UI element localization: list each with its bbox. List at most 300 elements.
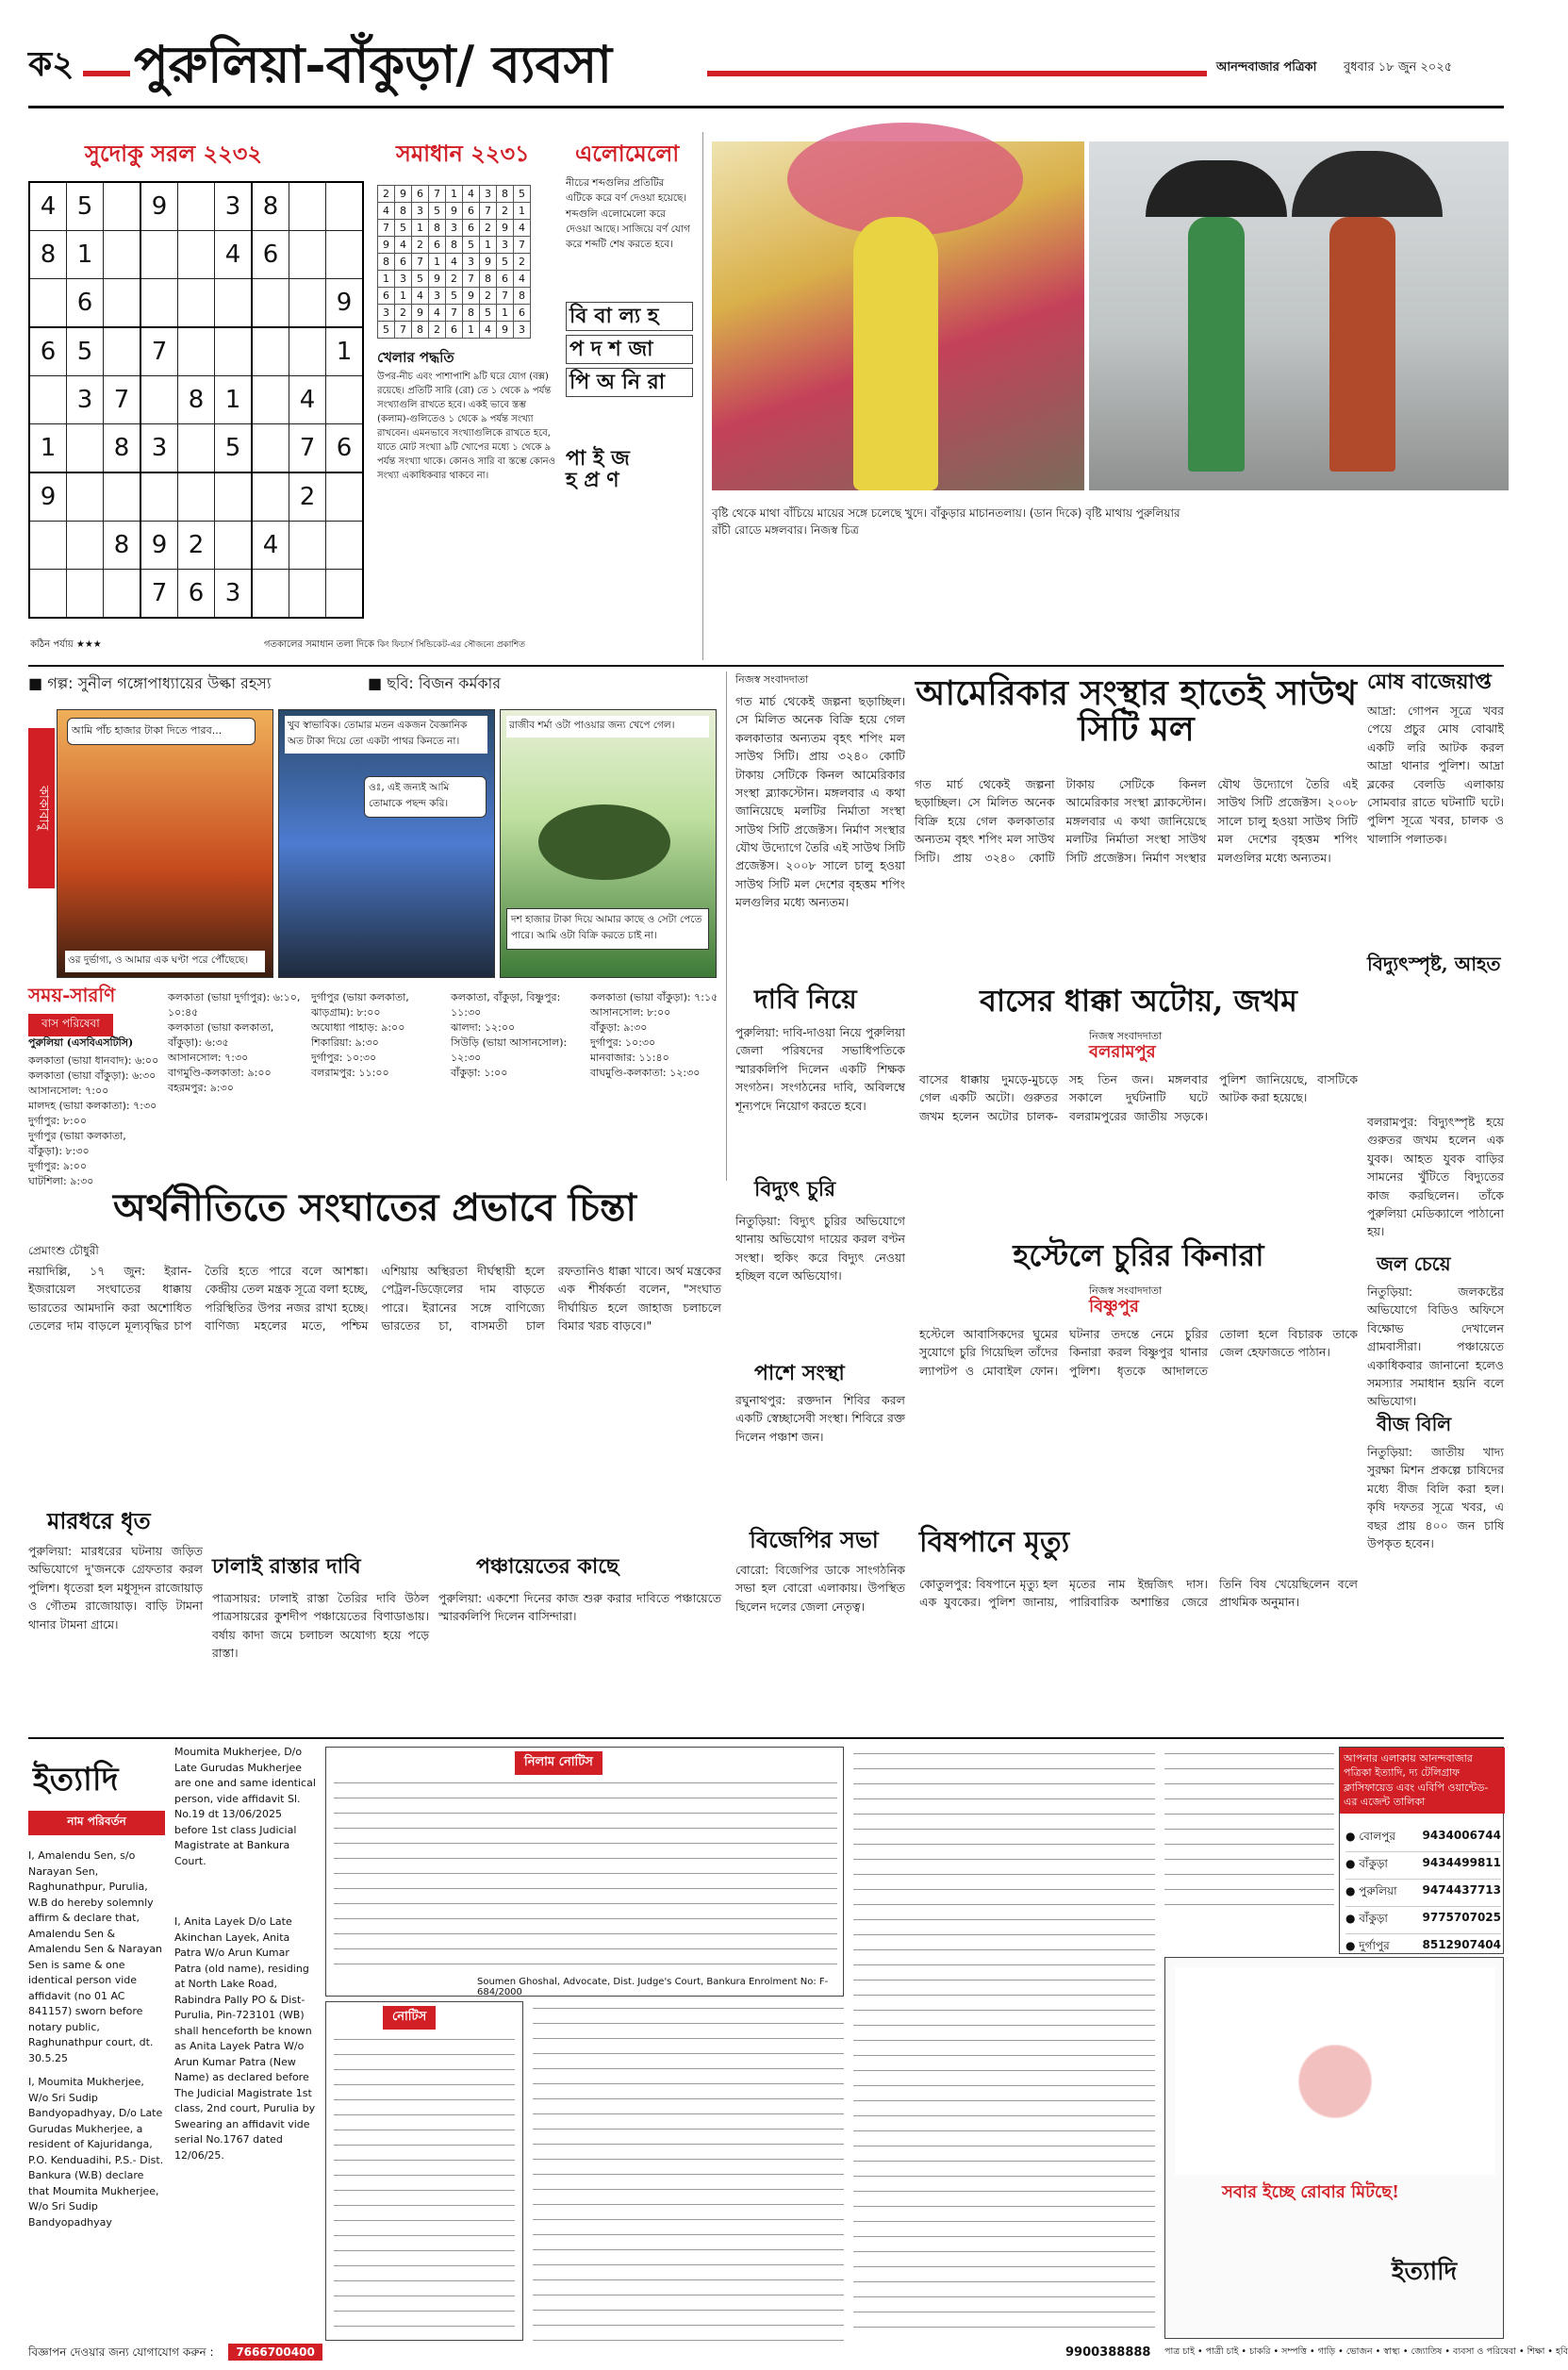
news-road [212, 1509, 429, 1726]
umbrella-1 [1146, 160, 1287, 217]
solution-cell: 6 [429, 237, 446, 254]
sudoku-cell[interactable]: 3 [215, 182, 253, 231]
section-title: পুরুলিয়া-বাঁকুড়া/ ব্যবসা [134, 34, 612, 94]
side-headline: পাশে সংস্থা [754, 1361, 845, 1385]
ad-tagline: সবার ইচ্ছে রোবার মিটছে! [1222, 2182, 1400, 2202]
sudoku-cell[interactable] [289, 182, 326, 231]
solution-cell: 7 [497, 288, 514, 305]
solution-cell: 4 [463, 186, 480, 203]
seed-body: নিতুড়িয়া: জাতীয় খাদ্য সুরক্ষা মিশন প্রকল্পে চাষিদের মধ্যে বীজ বিলি করা হল। কৃষি দফতর সূত্রে খবর, এ বছর প্রায় ৪০০ জন চাষি উপকৃত হবেন। [1367, 1445, 1504, 1550]
sudoku-cell[interactable]: 9 [140, 182, 178, 231]
solution-cell: 9 [446, 203, 463, 220]
solution-cell: 8 [395, 203, 412, 220]
solution-cell: 1 [429, 254, 446, 271]
sudoku-cell[interactable] [67, 570, 104, 619]
elomelo-words [566, 302, 693, 397]
notice-text-lines [334, 2032, 515, 2332]
nilam-notice [325, 1747, 844, 1997]
solution-cell: 8 [497, 186, 514, 203]
solution-cell: 2 [480, 220, 497, 237]
agent-phone[interactable]: 9474437713 [1422, 1883, 1501, 1897]
solution-cell: 5 [446, 288, 463, 305]
classified-notice-4: I, Anita Layek D/o Late Akinchan Layek, Anita Patra W/o Arun Kumar Patra (old name), residing at North Lake Road, Rabindra Pally PO & Dist-Purulia, Pin-723101 (WB) shall henceforth be known as Anita Layek Patra W/o Arun Kumar Patra (New Name) as declared before The Judicial Magistrate 1st class, 2nd court, Purulia by Swearing an affidavit vide serial No.1767 dated 12/06/25. [174, 1915, 316, 2162]
solution-cell: 9 [378, 237, 395, 254]
solution-cell: 9 [395, 186, 412, 203]
electro-headline: বিদ্যুৎস্পৃষ্ট, আহত [1367, 953, 1501, 975]
umbrella-2 [1292, 151, 1443, 217]
agent-phone[interactable]: 9775707025 [1422, 1911, 1501, 1924]
sudoku-cell[interactable]: 6 [252, 231, 289, 279]
solution-cell: 3 [378, 305, 395, 322]
schedule-sub: বাস পরিষেবা [28, 1014, 113, 1036]
economy-byline: প্রেমাংশু চৌধুরী [28, 1244, 99, 1257]
agent-row [1345, 1852, 1501, 1880]
sudoku-cell[interactable] [67, 424, 104, 473]
ad-footer: পাত্র চাই • পাত্রী চাই • চাকরি • সম্পত্তি • গাড়ি • ভোজন • স্বাস্থ্য • জ্যোতিষ • ব্যবসা ও পরিষেবা • শিক্ষা • হবি [1164, 2346, 1568, 2357]
sudoku-cell[interactable] [252, 279, 289, 328]
agent-list [1339, 1747, 1504, 1954]
agent-place: ● বোলপুর [1345, 1830, 1396, 1843]
solution-cell: 4 [412, 288, 429, 305]
classified-notice-2: I, Moumita Mukherjee, W/o Sri Sudip Bandyopadhyay, D/o Late Gurudas Mukherjee, a resident of Kajuridanga, P.O. Kenduadihi, P.S.- Dist. Bankura (W.B) declare that Moumita Mukherjee, W/o Sri Sudip Bandyopadhyay [28, 2076, 164, 2229]
solution-cell: 9 [497, 322, 514, 339]
ad-brand: ইত্যাদি [1392, 2258, 1458, 2286]
news-poison [919, 1528, 1358, 1731]
economy-headline: অর্থনীতিতে সংঘাতের প্রভাবে চিন্তা [112, 1185, 636, 1230]
panchayat-headline: পঞ্চায়েতের কাছে [476, 1554, 619, 1579]
sudoku-grid[interactable] [28, 181, 364, 619]
sudoku-cell[interactable] [326, 472, 364, 522]
sudoku-cell[interactable] [104, 279, 141, 328]
south-city-body-1: গত মার্চ থেকেই জল্পনা ছড়াচ্ছিল। সে মিলিত অনেক বিক্রি হয়ে গেল কলকাতার অন্যতম বৃহৎ শপিং মল সাউথ সিটি। প্রায় ৩২৪০ কোটি টাকায় সেটিকে কিনল আমেরিকার সংস্থা ব্ল্যাকস্টোন। মঙ্গলবার এ কথা জানিয়েছে মলটির নির্মাতা সংস্থা সাউথ সিটি প্রজেক্টস। নির্মাণ সংস্থার যৌথ উদ্যোগে তৈরি এই সাউথ সিটি প্রজেক্টস। ২০০৮ সালে চালু হওয়া সাউথ সিটি মল দেশের বৃহত্তম শপিং মলগুলির মধ্যে অন্যতম। [735, 694, 905, 910]
contact-bar [28, 2344, 849, 2364]
elomelo-answers [566, 448, 693, 491]
sudoku-cell[interactable]: 7 [140, 327, 178, 376]
rules-title: খেলার পদ্ধতি [377, 349, 454, 366]
solution-cell: 6 [463, 203, 480, 220]
solution-cell: 8 [480, 271, 497, 288]
comic-panel-2 [278, 709, 495, 978]
figure-1 [1188, 217, 1245, 472]
solution-cell: 2 [378, 186, 395, 203]
sudoku-cell[interactable] [326, 376, 364, 424]
masthead-bottom-rule [28, 106, 1504, 108]
sudoku-cell[interactable] [67, 522, 104, 570]
agent-row [1345, 1907, 1501, 1934]
schedule-col-5: কলকাতা (ভায়া বাঁকুড়া): ৭:১৫ আসানসোল: ৮:০০ বাঁকুড়া: ৯:৩০ দুর্গাপুর: ১০:৩০ মানবাজার: ১১:৪০ বাঘমুণ্ডি-কলকাতা: ১২:৩০ [590, 991, 718, 1079]
comic-story-credit: ■ গল্প: সুনীল গঙ্গোপাধ্যায়ের উল্কা রহস্য [28, 674, 272, 692]
sudoku-cell[interactable] [326, 182, 364, 231]
sudoku-cell[interactable] [140, 279, 178, 328]
elomelo-text: নীচের শব্দগুলির প্রতিটির এটিকে করে বর্ণ দেওয়া হয়েছে। শব্দগুলি এলোমেলো করে দেওয়া আছে। সাজিয়ে বর্ণ যোগ করে শব্দটি শেষ করতে হবে। [566, 177, 690, 251]
agent-phone[interactable]: 8512907404 [1422, 1938, 1501, 1951]
sudoku-cell[interactable]: 5 [67, 327, 104, 376]
classified-notice-1: I, Amalendu Sen, s/o Narayan Sen, Raghunathpur, Purulia, W.B do hereby solemnly affirm & declare that, Amalendu Sen & Amalendu Sen & Narayan Sen is same & one identical person vide affidavit (no 01 AC 841157) sworn before notary public, Raghunathpur court, dt. 30.5.25 [28, 1849, 162, 2064]
schedule-col-3: দুর্গাপুর (ভায়া কলকাতা, ঝাড়গ্রাম): ৮:০০ অযোধ্যা পাহাড়: ৯:০০ শিকারিয়া: ৯:৩০ দুর্গাপুর: ১০:৩০ বলরামপুর: ১১:০০ [311, 991, 409, 1079]
news-demand [735, 986, 905, 1518]
sudoku-cell[interactable]: 8 [104, 424, 141, 473]
sudoku-cell[interactable]: 8 [252, 182, 289, 231]
sudoku-cell[interactable]: 2 [289, 472, 326, 522]
sudoku-cell[interactable] [178, 327, 215, 376]
sudoku-cell[interactable] [104, 327, 141, 376]
nilam-sign: Soumen Ghoshal, Advocate, Dist. Judge's Court, Bankura Enrolment No: F-684/2000 [477, 1977, 829, 1997]
solution-cell: 7 [378, 220, 395, 237]
nilam-text-lines [334, 1776, 837, 1964]
sudoku-cell[interactable] [252, 472, 289, 522]
sudoku-cell[interactable]: 1 [326, 327, 364, 376]
beaten-body: পুরুলিয়া: মারধরের ঘটনায় জড়িত অভিযোগে দু'জনকে গ্রেফতার করল পুলিশ। ধৃতেরা হল মধুসূদন রাজোয়াড় ও গৌতম রাজোয়াড়। বাড়ি টামনা থানার টামনা গ্রামে। [28, 1544, 203, 1632]
economy-body: নয়াদিল্লি, ১৭ জুন: ইরান-ইজরায়েল সংঘাতের ধাক্কায় ভারতের আমদানি করা অশোধিত তেলের দাম বাড়লে মূল্যবৃদ্ধির চাপ তৈরি হতে পারে বলে আশঙ্কা। কেন্দ্রীয় তেল মন্ত্রক সূত্রে বলা হচ্ছে, পরিস্থিতির উপর নজর রাখা হচ্ছে। বাণিজ্য মহলের মতে, পশ্চিম এশিয়ায় অস্থিরতা দীর্ঘস্থায়ী হলে পেট্রল-ডিজ়েলের দাম বাড়তে পারে। ইরানের সঙ্গে বাণিজ্যে ভারতের চা, বাসমতী চাল রফতানিও ধাক্কা খাবে। অর্থ মন্ত্রকের এক শীর্ষকর্তা বলেন, "সংঘাত দীর্ঘায়িত হলে জাহাজ চলাচলে বিমার খরচ বাড়বে।" [28, 1264, 721, 1334]
panchayat-body: পুরুলিয়া: একশো দিনের কাজ শুরু করার দাবিতে পঞ্চায়েতে স্মারকলিপি দিলেন বাসিন্দারা। [438, 1591, 721, 1624]
water-headline: জল চেয়ে [1377, 1252, 1451, 1275]
solution-cell: 6 [497, 271, 514, 288]
notice-columns [533, 2001, 844, 2341]
sudoku-cell[interactable] [140, 376, 178, 424]
solution-cell: 1 [446, 186, 463, 203]
notice-title: নোটিস [383, 2006, 436, 2030]
solution-cell: 7 [446, 305, 463, 322]
sudoku-cell[interactable] [215, 472, 253, 522]
beaten-headline: মারধরে ধৃত [47, 1507, 151, 1534]
sudoku-cell[interactable]: 4 [252, 522, 289, 570]
sudoku-cell[interactable] [215, 522, 253, 570]
sudoku-cell[interactable] [252, 327, 289, 376]
masthead [28, 34, 1509, 104]
sudoku-cell[interactable] [104, 570, 141, 619]
sudoku-cell[interactable]: 3 [215, 570, 253, 619]
bus-body: বাসের ধাক্কায় দুমড়ে-মুচড়ে গেল একটি অটো। গুরুতর জখম হলেন অটোর চালক-সহ তিন জন। মঙ্গলবার সকালে দুর্ঘটনাটি ঘটে বলরামপুরের জাতীয় সড়কে। পুলিশ জানিয়েছে, বাসটিকে আটক করা হয়েছে। [919, 1072, 1358, 1123]
elomelo-answer-1: পা ই জ [566, 446, 630, 471]
agent-phone[interactable]: 9434499811 [1422, 1856, 1501, 1869]
photo-mother-child [712, 141, 1084, 490]
agent-title: আপনার এলাকায় আনন্দবাজার পত্রিকা ইত্যাদি, দ্য টেলিগ্রাফ ক্লাসিফায়েড এবং এবিপি ওয়ান্টেড-এর এজেন্ট তালিকা [1340, 1748, 1505, 1814]
sudoku-cell[interactable] [67, 472, 104, 522]
photo-caption: বৃষ্টি থেকে মাথা বাঁচিয়ে মায়ের সঙ্গে চলেছে খুদে। বাঁকুড়ার মাচানতলায়। (ডান দিকে) বৃষ্টি মাথায় পুরুলিয়ার রাঁচী রোডে মঙ্গলবার। নিজস্ব চিত্র [712, 506, 1180, 537]
comic-art-text: ছবি: বিজন কর্মকার [387, 674, 502, 692]
solution-cell: 5 [514, 186, 531, 203]
sudoku-cell[interactable]: 4 [29, 182, 67, 231]
sudoku-cell[interactable] [289, 570, 326, 619]
solution-cell: 7 [480, 203, 497, 220]
solution-cell: 1 [395, 288, 412, 305]
right-notice-lines [1164, 1747, 1334, 1912]
sudoku-cell[interactable] [289, 522, 326, 570]
sudoku-cell[interactable]: 7 [289, 424, 326, 473]
elomelo-title: এলোমেলো [575, 140, 680, 167]
sudoku-cell[interactable] [140, 231, 178, 279]
sudoku-cell[interactable] [289, 327, 326, 376]
schedule-from: পুরুলিয়া (এসবিএসটিসি) [28, 1036, 134, 1049]
sudoku-cell[interactable] [326, 231, 364, 279]
solution-cell: 1 [378, 271, 395, 288]
solution-cell: 5 [463, 237, 480, 254]
date: বুধবার ১৮ জুন ২০২৫ [1344, 60, 1453, 75]
sudoku-cell[interactable]: 9 [29, 472, 67, 522]
rule-full-2 [28, 1737, 1504, 1739]
solution-cell: 9 [429, 271, 446, 288]
solution-cell: 6 [514, 305, 531, 322]
sudoku-cell[interactable] [29, 522, 67, 570]
sudoku-cell[interactable]: 9 [140, 522, 178, 570]
sudoku-cell[interactable] [178, 424, 215, 473]
panel1-bubble: আমি পাঁচ হাজার টাকা দিতে পারব... [67, 718, 256, 745]
comic-strip [28, 671, 721, 983]
puzzle-source-note: কিং ফিচার্স সিন্ডিকেট-এর সৌজন্যে প্রকাশিত [377, 640, 525, 650]
side-body: রঘুনাথপুর: রক্তদান শিবির করল একটি স্বেচ্ছাসেবী সংস্থা। শিবিরে রক্ত দিলেন পঞ্চাশ জন। [735, 1393, 905, 1444]
sudoku-cell[interactable]: 5 [215, 424, 253, 473]
south-city-body-2: গত মার্চ থেকেই জল্পনা ছড়াচ্ছিল। সে মিলিত অনেক বিক্রি হয়ে গেল কলকাতার অন্যতম বৃহৎ শপিং মল সাউথ সিটি। প্রায় ৩২৪০ কোটি টাকায় সেটিকে কিনল আমেরিকার সংস্থা ব্ল্যাকস্টোন। মঙ্গলবার এ কথা জানিয়েছে মলটির নির্মাতা সংস্থা সাউথ সিটি প্রজেক্টস। নির্মাণ সংস্থার যৌথ উদ্যোগে তৈরি এই সাউথ সিটি প্রজেক্টস। ২০০৮ সালে চালু হওয়া সাউথ সিটি মল দেশের বৃহত্তম শপিং মলগুলির মধ্যে অন্যতম। [915, 777, 1358, 865]
solution-cell: 3 [480, 186, 497, 203]
comic-story-text: গল্প: সুনীল গঙ্গোপাধ্যায়ের উল্কা রহস্য [47, 674, 272, 692]
solution-cell: 6 [395, 254, 412, 271]
seized-body: আদ্রা: গোপন সূত্রে খবর পেয়ে প্রচুর মোষ বোঝাই একটি লরি আটক করল আদ্রা থানার পুলিশ। আদ্রা ব্লকের বেলডি এলাকায় সোমবার রাতে ঘটনাটি ঘটে। পুলিশ সূত্রে খবর, চালক ও খালাসি পলাতক। [1367, 704, 1504, 846]
sudoku-cell[interactable] [215, 279, 253, 328]
classified-notice-3: Moumita Mukherjee, D/o Late Gurudas Mukherjee are one and same identical person, vide affidavit Sl. No.19 dt 13/06/2025 before 1st class Judicial Magistrate at Bankura Court. [174, 1746, 316, 1867]
solution-cell: 2 [497, 203, 514, 220]
solution-cell: 7 [463, 271, 480, 288]
solution-cell: 9 [480, 254, 497, 271]
sudoku-cell[interactable] [215, 327, 253, 376]
sudoku-cell[interactable]: 6 [67, 279, 104, 328]
sudoku-cell[interactable]: 4 [215, 231, 253, 279]
solution-cell: 5 [378, 322, 395, 339]
sudoku-cell[interactable] [140, 472, 178, 522]
bjp-body: বোরো: বিজেপির ডাকে সাংগঠনিক সভা হল বোরো এলাকায়। উপস্থিত ছিলেন দলের জেলা নেতৃত্ব। [735, 1563, 905, 1614]
sudoku-cell[interactable] [326, 570, 364, 619]
solution-cell: 1 [514, 203, 531, 220]
sudoku-cell[interactable]: 2 [178, 522, 215, 570]
solution-cell: 3 [429, 288, 446, 305]
sudoku-cell[interactable] [252, 424, 289, 473]
poison-body: কোতুলপুর: বিষপানে মৃত্যু হল এক যুবকের। পুলিশ জানায়, মৃতের নাম ইন্দ্রজিৎ দাস। পারিবারিক অশান্তির জেরে তিনি বিষ খেয়েছিলেন বলে প্রাথমিক অনুমান। [919, 1577, 1358, 1610]
sudoku-cell[interactable]: 3 [140, 424, 178, 473]
sudoku-cell[interactable]: 7 [140, 570, 178, 619]
solution-cell: 3 [497, 237, 514, 254]
sudoku-cell[interactable] [104, 182, 141, 231]
sudoku-cell[interactable] [252, 570, 289, 619]
elomelo-word-2: প দ শ জা [566, 335, 693, 364]
sudoku-cell[interactable]: 4 [289, 376, 326, 424]
news-bus [919, 983, 1358, 1231]
solution-cell: 5 [429, 203, 446, 220]
sudoku-cell[interactable]: 8 [178, 376, 215, 424]
solution-cell: 4 [480, 322, 497, 339]
sudoku-cell[interactable]: 1 [67, 231, 104, 279]
figure-shape [853, 217, 938, 490]
sudoku-cell[interactable]: 8 [29, 231, 67, 279]
road-body: পাত্রসায়র: ঢালাই রাস্তা তৈরির দাবি উঠল পাত্রসায়রের কুশদীপ পঞ্চায়েতের বিণাডাঙায়। বর্ষায় কাদা জমে চলাচল অযোগ্য হয়ে পড়ে রাস্তা। [212, 1591, 429, 1661]
contact-phone-2[interactable]: 9900388888 [1065, 2345, 1151, 2360]
sudoku-cell[interactable] [178, 231, 215, 279]
solution-cell: 2 [429, 322, 446, 339]
solution-cell: 8 [378, 254, 395, 271]
solution-cell: 3 [446, 220, 463, 237]
contact-phone[interactable]: 7666700400 [228, 2344, 322, 2361]
sudoku-cell[interactable] [104, 472, 141, 522]
demand-headline: দাবি নিয়ে [754, 984, 857, 1015]
south-city-byline: নিজস্ব সংবাদদাতা [735, 673, 809, 686]
solution-cell: 2 [412, 237, 429, 254]
sudoku-cell[interactable] [289, 279, 326, 328]
comic-side-label: কাকাবাবু [28, 728, 55, 888]
solution-cell: 5 [480, 305, 497, 322]
sudoku-cell[interactable] [29, 376, 67, 424]
news-seized [1367, 671, 1504, 1105]
bus-place: বলরামপুর [1089, 1042, 1156, 1062]
news-south-city [735, 671, 1358, 983]
rules-text: উপর-নীচ এবং পাশাপাশি ৯টি ঘরে যোগ (বক্স) রয়েছে। প্রতিটি সারি (রো) তে ১ থেকে ৯ পর্যন্ত সংখ্যাগুলি রাখতে হবে। একই ভাবে স্তম্ভ (কলাম)-গুলিতেও ১ থেকে ৯ পর্যন্ত সংখ্যা রাখবেন। এমনভাবে সংখ্যাগুলিকে রাখতে হবে, যাতে মোট সংখ্যা ৯টি খোপের মধ্যে ১ থেকে ৯ পর্যন্ত সংখ্যা থাকে। কোনও সারি বা স্তম্ভে কোনও সংখ্যা একাধিকবার থাকবে না। [377, 372, 555, 481]
classified-brand [28, 1745, 165, 1839]
schedule-col-2: কলকাতা (ভায়া দুর্গাপুর): ৬:১০, ১০:৪৫ কলকাতা (ভায়া কলকাতা, বাঁকুড়া): ৬:৩৫ আসানসোল: ৭:৩০ বাগমুণ্ডি-কলকাতা: ৯:০০ বহরমপুর: ৯:৩০ [168, 991, 301, 1094]
hostel-headline: হস্টেলে চুরির কিনারা [1013, 1237, 1264, 1273]
solution-cell: 7 [514, 237, 531, 254]
rule-puzzle-photo [702, 132, 703, 660]
solution-cell: 2 [480, 288, 497, 305]
elomelo-word-1: বি বা ল্য হ [566, 302, 693, 331]
sudoku-cell[interactable] [178, 472, 215, 522]
sudoku-cell[interactable]: 1 [29, 424, 67, 473]
seized-headline: মোষ বাজেয়াপ্ত [1367, 670, 1492, 694]
solution-cell: 3 [514, 322, 531, 339]
solution-cell: 8 [429, 220, 446, 237]
news-hostel [919, 1237, 1358, 1495]
agent-rows [1345, 1825, 1501, 1962]
solution-cell: 1 [463, 322, 480, 339]
solution-cell: 8 [446, 237, 463, 254]
solution-cell: 2 [395, 305, 412, 322]
hostel-place: বিষ্ণুপুর [1089, 1297, 1139, 1317]
page-number: ক২ [28, 44, 74, 84]
masthead-rule-right [707, 71, 1207, 76]
news-panchayat [438, 1509, 721, 1726]
sudoku-cell[interactable]: 7 [104, 376, 141, 424]
sudoku-cell[interactable]: 5 [67, 182, 104, 231]
sudoku-title: সুদোকু সরল ২২৩২ [85, 140, 262, 167]
sudoku-cell[interactable] [104, 231, 141, 279]
solution-cell: 4 [429, 305, 446, 322]
rule-comic-news [726, 671, 727, 1181]
notice-columns-2 [853, 1747, 1155, 2341]
sudoku-cell[interactable]: 6 [29, 327, 67, 376]
photo-block [712, 141, 1509, 655]
panel3-top: রাজীব শর্মা ওটা পাওয়ার জন্য খেপে গেল। [506, 716, 709, 738]
sudoku-cell[interactable]: 1 [215, 376, 253, 424]
electro-body: বলরামপুর: বিদ্যুৎস্পৃষ্ট হয়ে গুরুতর জখম হলেন এক যুবক। আহত যুবক বাড়ির সামনের খুঁটিতে বিদ্যুতের কাজ করছিলেন। তাঁকে পুরুলিয়া মেডিক্যালে পাঠানো হয়। [1367, 1115, 1504, 1239]
itadi-ad [1164, 1957, 1504, 2339]
theft-body: নিতুড়িয়া: বিদ্যুৎ চুরির অভিযোগে থানায় অভিযোগ দায়ের করল বণ্টন সংস্থা। হুকিং করে বিদ্যুৎ নেওয়া হচ্ছিল বলে অভিযোগ। [735, 1214, 905, 1284]
agent-place: ● পুরুলিয়া [1345, 1884, 1397, 1898]
solution-cell: 5 [412, 271, 429, 288]
solution-cell: 3 [463, 254, 480, 271]
solution-cell: 4 [514, 220, 531, 237]
solution-cell: 8 [514, 288, 531, 305]
elomelo-answer-2: হ প্র ণ [566, 468, 619, 493]
theft-headline: বিদ্যুৎ চুরি [754, 1177, 836, 1202]
panel2-top: খুব স্বাভাবিক। তোমার মতন একজন বৈজ্ঞানিক অত টাকা দিয়ে তো একটা পাথর কিনতে না। [285, 716, 487, 754]
comic-art-credit: ■ ছবি: বিজন কর্মকার [368, 674, 502, 692]
nilam-title: নিলাম নোটিস [515, 1751, 602, 1775]
sudoku-cell[interactable]: 6 [326, 424, 364, 473]
meteor-stone [538, 804, 670, 880]
solution-title: সমাধান ২২৩১ [396, 140, 530, 167]
sudoku-cell[interactable] [178, 182, 215, 231]
solution-cell: 8 [463, 305, 480, 322]
sudoku-cell[interactable] [29, 279, 67, 328]
bus-headline: বাসের ধাক্কা অটোয়, জখম [980, 983, 1297, 1019]
south-city-headline: আমেরিকার সংস্থার হাতেই সাউথ সিটি মল [915, 673, 1358, 749]
bus-schedule [28, 984, 721, 1187]
elomelo-word-3: পি অ নি রা [566, 368, 693, 397]
solution-cell: 6 [378, 288, 395, 305]
sudoku-cell[interactable] [326, 522, 364, 570]
sudoku-cell[interactable]: 9 [326, 279, 364, 328]
solution-cell: 9 [497, 220, 514, 237]
sudoku-cell[interactable]: 3 [67, 376, 104, 424]
solution-cell: 4 [378, 203, 395, 220]
brand-logo: ইত্যাদি [33, 1761, 119, 1798]
solution-cell: 7 [429, 186, 446, 203]
solution-cell: 6 [412, 186, 429, 203]
agent-place: ● দুর্গাপুর [1345, 1939, 1390, 1952]
sudoku-cell[interactable] [29, 570, 67, 619]
agent-place: ● বাঁকুড়া [1345, 1857, 1388, 1870]
news-bjp [735, 1528, 905, 1731]
solution-cell: 7 [395, 322, 412, 339]
demand-body: পুরুলিয়া: দাবি-দাওয়া নিয়ে পুরুলিয়া জেলা পরিষদের সভাধিপতিকে স্মারকলিপি দিলেন একটি শিক্ষক সংগঠন। সংগঠনের দাবি, অবিলম্বে শূন্যপদে নিয়োগ করতে হবে। [735, 1025, 905, 1113]
agent-place: ● বাঁকুড়া [1345, 1912, 1388, 1925]
sudoku-cell[interactable] [178, 279, 215, 328]
sudoku-cell[interactable] [252, 376, 289, 424]
road-headline: ঢালাই রাস্তার দাবি [212, 1554, 361, 1579]
schedule-col-4: কলকাতা, বাঁকুড়া, বিষ্ণুপুর: ১১:৩০ ঝালদা: ১২:০০ সিউড়ি (ভায়া আসানসোল): ১২:৩০ বাঁকুড়া: ১:০০ [451, 991, 568, 1079]
panel2-bubble: ওঃ, এই জন্যই আমি তোমাকে পছন্দ করি। [364, 776, 487, 818]
rule-full-1 [28, 665, 1504, 667]
agent-phone[interactable]: 9434006744 [1422, 1829, 1501, 1842]
solution-cell: 3 [395, 271, 412, 288]
water-body: নিতুড়িয়া: জলকষ্টের অভিযোগে বিডিও অফিসে বিক্ষোভ দেখালেন গ্রামবাসীরা। পঞ্চায়েতে একাধিকবার জানানো হলেও সমস্যার সমাধান হয়নি বলে অভিযোগ। [1367, 1284, 1504, 1409]
solution-cell: 2 [514, 254, 531, 271]
news-economy [28, 1185, 721, 1500]
figure-2 [1329, 217, 1395, 472]
solution-cell: 4 [395, 237, 412, 254]
solution-cell: 9 [463, 288, 480, 305]
difficulty-label: কঠিন পর্যায় ★★★ [30, 639, 102, 650]
solution-cell: 1 [412, 220, 429, 237]
poison-headline: বিষপানে মৃত্যু [919, 1526, 1070, 1559]
solution-cell: 2 [446, 271, 463, 288]
sudoku-cell[interactable]: 8 [104, 522, 141, 570]
solution-grid [377, 185, 531, 339]
comic-panel-3 [500, 709, 717, 978]
seed-headline: বীজ বিলি [1377, 1413, 1452, 1435]
sudoku-cell[interactable] [289, 231, 326, 279]
solution-cell: 4 [446, 254, 463, 271]
solution-cell: 3 [412, 203, 429, 220]
solution-cell: 6 [463, 220, 480, 237]
panel1-caption: ওর দুর্ভাগ্য, ও আমার এক ঘণ্টা পরে পৌঁছেছে। [65, 951, 265, 972]
solution-cell: 5 [395, 220, 412, 237]
solution-cell: 7 [412, 254, 429, 271]
schedule-title: সময়-সারণি [28, 984, 116, 1006]
sudoku-cell[interactable]: 6 [178, 570, 215, 619]
hostel-body: হস্টেলে আবাসিকদের ঘুমের সুযোগে চুরি গিয়েছিল তাঁদের ল্যাপটপ ও মোবাইল ফোন। ঘটনার তদন্তে নেমে চুরির কিনারা করল বিষ্ণুপুর থানার পুলিশ। ধৃতকে আদালতে তোলা হলে বিচারক তাকে জেল হেফাজতে পাঠান। [919, 1327, 1358, 1378]
comic-panel-1 [57, 709, 273, 978]
news-beaten [28, 1509, 203, 1726]
paper-name: আনন্দবাজার পত্রিকা [1216, 60, 1317, 75]
photo-rain-road [1089, 141, 1509, 490]
schedule-col-1: কলকাতা (ভায়া ধানবাদ): ৬:০০ কলকাতা (ভায়া বাঁকুড়া): ৬:৩০ আসানসোল: ৭:০০ মালদহ (ভায়া কলকাতা): ৭:৩০ দুর্গাপুর: ৮:০০ দুর্গাপুর (ভায়া কলকাতা, বাঁকুড়া): ৮:৩০ দুর্গাপুর: ৯:০০ ঘাটশিলা: ৯:৩০ [28, 1054, 159, 1187]
